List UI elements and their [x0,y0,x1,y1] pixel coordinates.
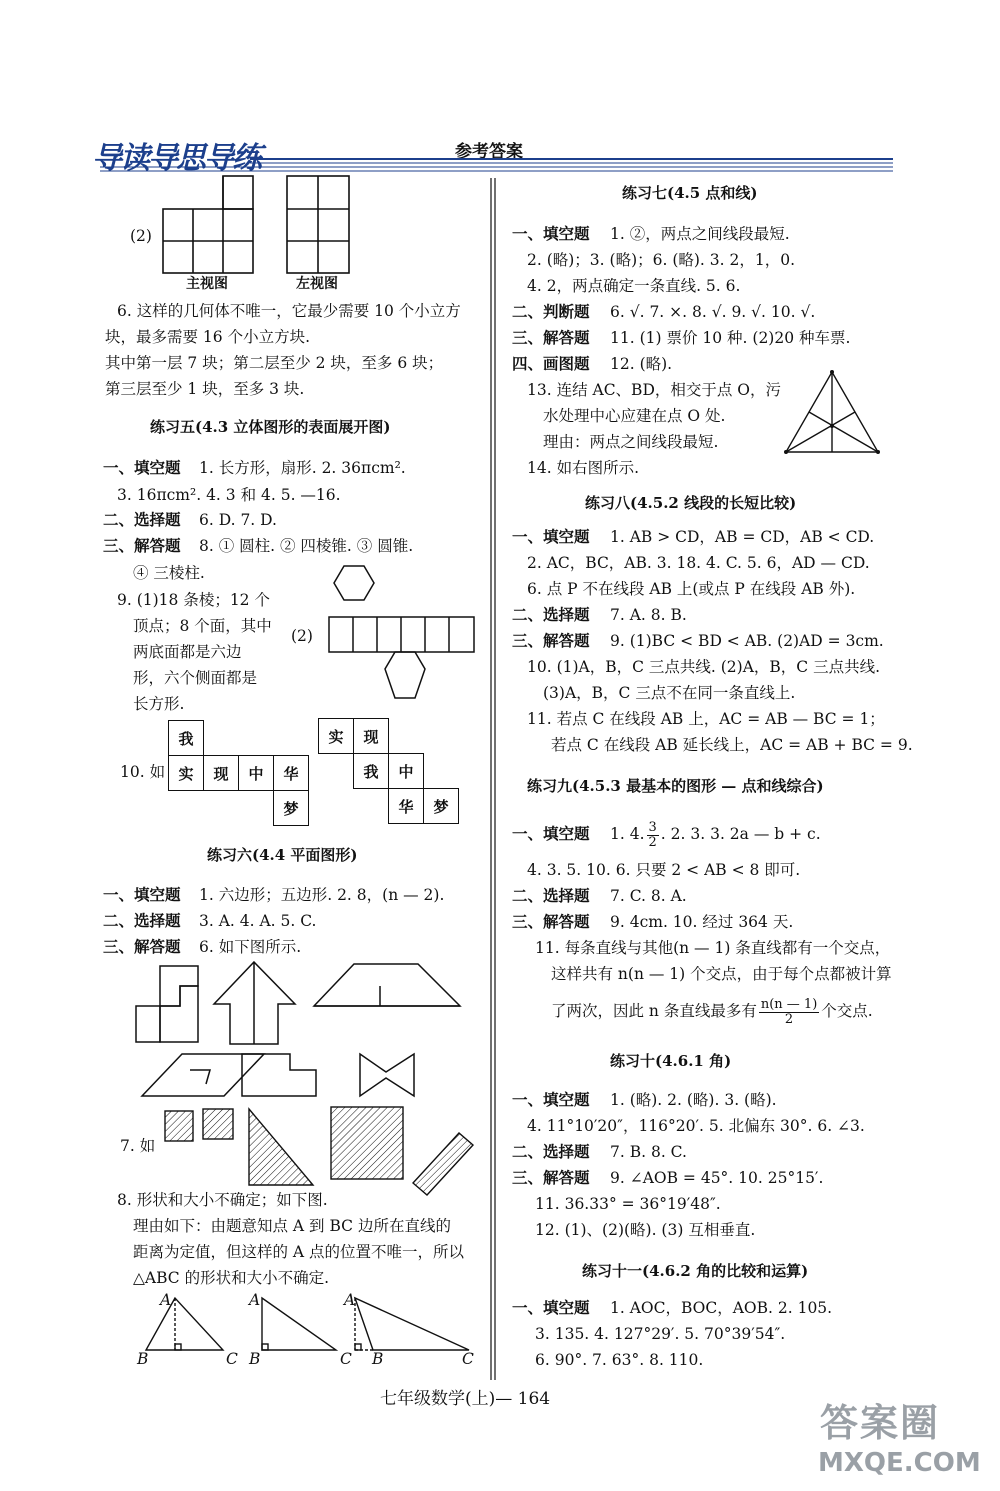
p6-line4: 第三层至少 1 块，至多 3 块. [105,380,305,398]
ex11-label-1: 一、填空题 [512,1298,590,1317]
ex5-title: 练习五(4.3 立体图形的表面展开图) [150,418,391,436]
ex10-line-6: 12. (1)、(2)(略). (3) 互相垂直. [535,1221,756,1239]
left-view-grid [287,176,367,276]
ex8-line-6: 10. (1)A，B，C 三点共线. (2)A，B，C 三点共线. [527,658,881,676]
tri3-label-a: A [344,1291,356,1309]
p14: 14. 如右图所示. [527,459,640,477]
ex9-line-4: 9. 4cm. 10. 经过 364 天. [610,913,794,931]
tri2-label-a: A [249,1291,261,1309]
ex5-label-3: 二、选择题 [103,510,181,529]
header-logo: 导读导思导练 [92,141,260,176]
p6-line1: 6. 这样的几何体不唯一，它最少需要 10 个小立方 [117,302,461,320]
ex8-label-5: 三、解答题 [512,631,590,650]
cube1-cell: 现 [203,755,239,791]
ex9-label-1: 一、填空题 [512,824,590,843]
ex10-line-1: 1. (略). 2. (略). 3. (略). [610,1091,777,1109]
ex7-line-4: 6. √. 7. ×. 8. √. 9. √. 10. √. [610,303,816,321]
ex9-label-3: 二、选择题 [512,886,590,905]
ex5-label-4: 三、解答题 [103,536,181,555]
cube2-cell: 梦 [423,788,459,824]
ex6-line-2: 3. A. 4. A. 5. C. [199,912,317,930]
ex10-line-5: 11. 36.33° = 36°19′48″. [535,1195,721,1213]
cube1-cell: 我 [168,720,204,756]
tri3-label-b: B [372,1350,384,1368]
ex7-label-5: 三、解答题 [512,328,590,347]
watermark-url: MXQE.COM [818,1448,981,1478]
tri1-label-c: C [226,1350,238,1368]
tri2-label-c: C [340,1350,352,1368]
ex10-line-3: 7. B. 8. C. [610,1143,687,1161]
ex11-title: 练习十一(4.6.2 角的比较和运算) [582,1262,809,1280]
page-footer: 七年级数学(上)— 164 [380,1389,551,1409]
ex8-label-1: 一、填空题 [512,527,590,546]
ex8-line-7: (3)A，B，C 三点不在同一条直线上. [543,684,796,702]
tri2-label-b: B [249,1350,261,1368]
ex7-line-5: 11. (1) 票价 10 种. (2)20 种车票. [610,329,851,347]
ex7-line-3: 4. 2，两点确定一条直线. 5. 6. [527,277,741,295]
front-view-label: 主视图 [186,276,228,292]
p8-line3: 距离为定值，但这样的 A 点的位置不唯一，所以 [133,1243,465,1261]
ex9-11-line1: 11. 每条直线与其他(n — 1) 条直线都有一个交点， [535,939,891,957]
ex7-line-6: 12. (略). [610,355,673,373]
cube1-cell: 华 [273,755,309,791]
ex11-line-3: 6. 90°. 7. 63°. 8. 110. [535,1351,704,1369]
ex8-line-9: 若点 C 在线段 AB 延长线上，AC = AB + BC = 9. [551,736,913,754]
ex6-label-3: 三、解答题 [103,937,181,956]
p8-line2: 理由如下：由题意知点 A 到 BC 边所在直线的 [133,1217,451,1235]
ex7-line-2: 2. (略)；3. (略)；6. (略). 3. 2，1，0. [527,251,796,269]
header-title: 参考答案 [455,142,523,162]
ex10-label-1: 一、填空题 [512,1090,590,1109]
cube2-cell: 中 [388,753,424,789]
ex7-label-1: 一、填空题 [512,224,590,243]
p6-line2: 块，最多需要 16 个小立方块. [105,328,311,346]
cube1-cell: 中 [238,755,274,791]
ex6-line-1: 1. 六边形；五边形. 2. 8，(n — 2). [199,886,445,904]
ex10-label-3: 二、选择题 [512,1142,590,1161]
ex8-line-4: 7. A. 8. B. [610,606,687,624]
ex5-line-1: 1. 长方形，扇形. 2. 36πcm². [199,459,406,477]
triangle-center-figure [780,368,890,460]
ex6-label-1: 一、填空题 [103,885,181,904]
ex8-label-4: 二、选择题 [512,605,590,624]
p9-line5: 长方形. [133,695,185,713]
ex9-line-1: 1. 4. $\frac{3}{2}$ . 2. 3. 3. 2a — b + c. [610,819,821,850]
cube2-cell: 实 [318,718,354,754]
ex6-label-2: 二、选择题 [103,911,181,930]
ex8-line-3: 6. 点 P 不在线段 AB 上(或点 P 在线段 AB 外). [527,580,856,598]
ex11-line-2: 3. 135. 4. 127°29′. 5. 70°39′54″. [535,1325,786,1343]
ex5-label-1: 一、填空题 [103,458,181,477]
hexagonal-prism-net [318,566,478,706]
p9-line4: 形，六个侧面都是 [133,669,258,687]
dissection-figures [130,960,470,1100]
ex11-line-1: 1. AOC，BOC，AOB. 2. 105. [610,1299,833,1317]
ex10-title: 练习十(4.6.1 角) [610,1052,732,1070]
ex9-line-3: 7. C. 8. A. [610,887,687,905]
front-view-grid [163,176,263,276]
ex8-line-2: 2. AC，BC，AB. 3. 18. 4. C. 5. 6，AD — CD. [527,554,870,572]
cube2-cell: 华 [388,788,424,824]
ex8-line-8: 11. 若点 C 在线段 AB 上，AC = AB — BC = 1； [527,710,885,728]
ex7-title: 练习七(4.5 点和线) [622,184,758,202]
tri1-label-b: B [137,1350,149,1368]
p8-line4: △ABC 的形状和大小不确定. [133,1269,330,1287]
cube1-cell: 梦 [273,790,309,826]
views-number: (2) [130,227,152,245]
ex10-label-4: 三、解答题 [512,1168,590,1187]
ex9-11-line2: 这样共有 n(n — 1) 个交点，由于每个点都被计算 [551,965,892,983]
p13-line3: 理由：两点之间线段最短. [543,433,719,451]
tri3-label-c: C [462,1350,474,1368]
cube1-cell: 实 [168,755,204,791]
ex5-line-3: 6. D. 7. D. [199,511,277,529]
ex5-line-5: ④ 三棱柱. [133,564,205,582]
ex8-line-5: 9. (1)BC < BD < AB. (2)AD = 3cm. [610,632,884,650]
triangles-figure [130,1290,490,1370]
ex8-line-1: 1. AB > CD，AB = CD，AB < CD. [610,528,875,546]
p9-line3: 两底面都是六边 [133,643,242,661]
cube2-cell: 我 [353,753,389,789]
p13-line2: 水处理中心应建在点 O 处. [543,407,726,425]
tri1-label-a: A [160,1291,172,1309]
ex9-11-line3: 了两次，因此 n 条直线最多有 $\frac{n(n — 1)}{2}$ 个交点. [551,996,873,1027]
ex10-line-4: 9. ∠AOB = 45°. 10. 25°15′. [610,1169,824,1187]
ex7-line-1: 1. ②，两点之间线段最短. [610,225,790,243]
p10-label: 10. 如 [120,763,166,781]
p9-line2: 顶点；8 个面，其中 [133,617,272,635]
ex9-title: 练习九(4.5.3 最基本的图形 — 点和线综合) [527,777,824,795]
ex10-line-2: 4. 11°10′20″，116°20′. 5. 北偏东 30°. 6. ∠3. [527,1117,865,1135]
ex6-title: 练习六(4.4 平面图形) [207,846,358,864]
p8-line1: 8. 形状和大小不确定；如下图. [117,1191,328,1209]
p9-part2: (2) [291,627,313,645]
ex8-title: 练习八(4.5.2 线段的长短比较) [585,494,797,512]
ex7-label-6: 四、画图题 [512,354,590,373]
ex6-line-3: 6. 如下图所示. [199,938,302,956]
p13-line1: 13. 连结 AC、BD，相交于点 O，污 [527,381,782,399]
p7-label: 7. 如 [120,1137,156,1155]
p9-line1: 9. (1)18 条棱；12 个 [117,591,270,609]
ex9-line-2: 4. 3. 5. 10. 6. 只要 2 < AB < 8 即可. [527,861,801,879]
ex5-line-2: 3. 16πcm². 4. 3 和 4. 5. —16. [117,486,341,504]
ex9-label-4: 三、解答题 [512,912,590,931]
ex7-label-4: 二、判断题 [512,302,590,321]
watermark-logo: 答案圈 [820,1401,941,1445]
cube2-cell: 现 [353,718,389,754]
p6-line3: 其中第一层 7 块；第二层至少 2 块，至多 6 块； [105,354,444,372]
ex5-line-4: 8. ① 圆柱. ② 四棱锥. ③ 圆锥. [199,537,414,555]
left-view-label: 左视图 [296,276,338,292]
